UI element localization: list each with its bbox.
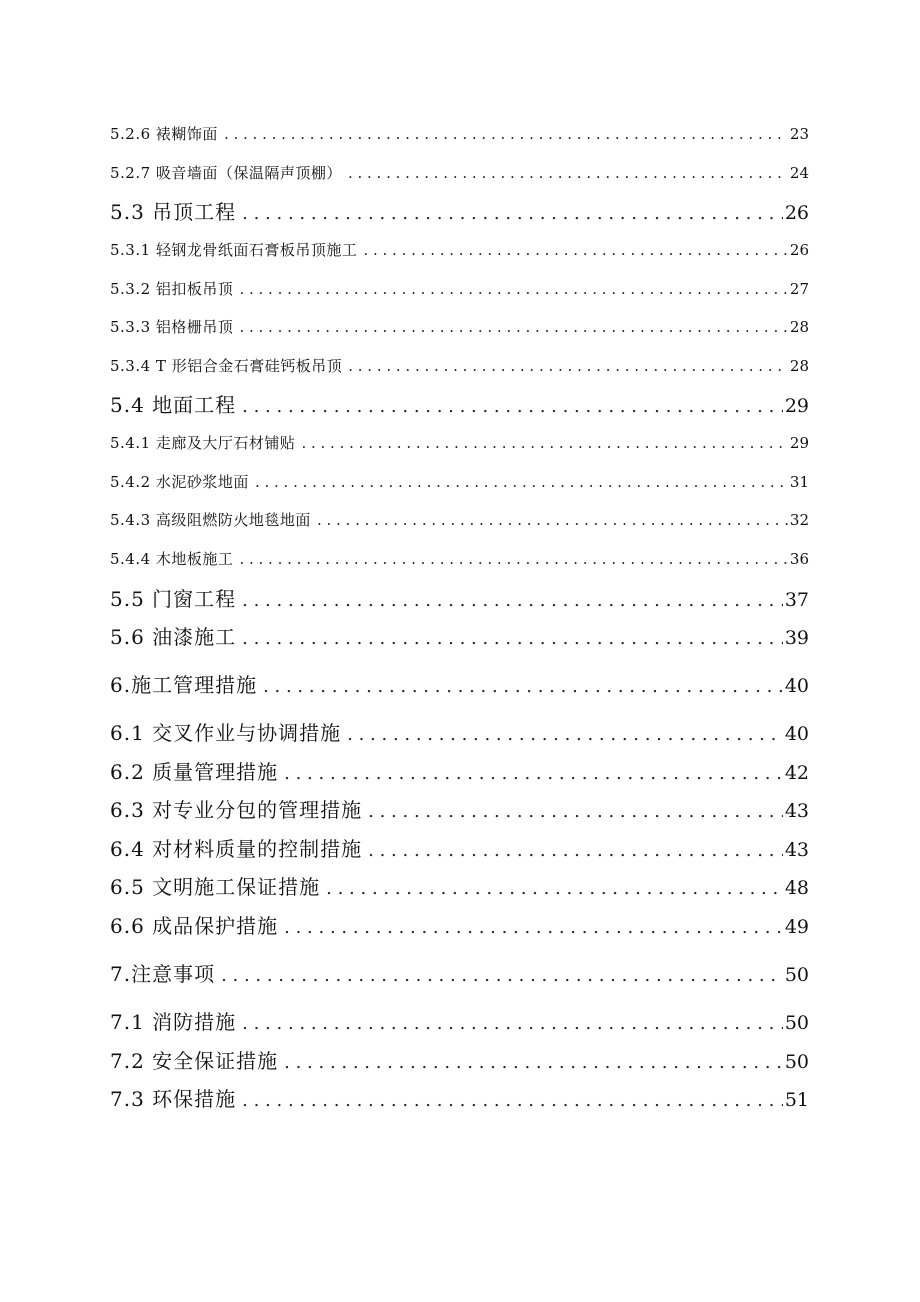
dot-leader — [239, 320, 787, 335]
toc-entry-title: 5.4.4 木地板施工 — [110, 550, 234, 568]
toc-entry-6[interactable] — [110, 675, 809, 696]
toc-entry-5-3-2[interactable] — [110, 282, 809, 297]
dot-leader — [363, 243, 787, 258]
dot-leader — [263, 675, 783, 696]
dot-leader — [239, 282, 787, 297]
toc-entry-5-4-4[interactable] — [110, 552, 809, 567]
toc-entry-title: 5.3.1 轻钢龙骨纸面石膏板吊顶施工 — [110, 241, 358, 259]
dot-leader — [242, 1089, 783, 1110]
toc-entry-title: 5.3.2 铝扣板吊顶 — [110, 280, 234, 298]
toc-page-number: 26 — [789, 241, 809, 259]
toc-entry-title: 5.6 油漆施工 — [110, 625, 237, 649]
toc-entry-6-6[interactable] — [110, 916, 809, 937]
dot-leader — [284, 916, 783, 937]
toc-entry-title: 5.4.3 高级阻燃防火地毯地面 — [110, 511, 311, 529]
toc-entry-title: 6.施工管理措施 — [110, 673, 258, 697]
dot-leader — [221, 964, 783, 985]
toc-entry-title: 5.4 地面工程 — [110, 393, 237, 417]
toc-page-number: 37 — [784, 589, 809, 611]
dot-leader — [239, 552, 787, 567]
toc-entry-5-4-3[interactable] — [110, 513, 809, 528]
toc-page-number: 36 — [789, 550, 809, 568]
toc-entry-5-3-4[interactable] — [110, 359, 809, 374]
toc-entry-5-3-3[interactable] — [110, 320, 809, 335]
toc-entry-5-2-7[interactable] — [110, 166, 809, 181]
toc-page-number: 42 — [784, 762, 809, 784]
toc-entry-6-4[interactable] — [110, 839, 809, 860]
dot-leader — [242, 202, 783, 223]
toc-page-number: 43 — [784, 800, 809, 822]
toc-page-number: 27 — [789, 280, 809, 298]
dot-leader — [368, 800, 783, 821]
toc-entry-5-3[interactable] — [110, 202, 809, 223]
toc-entry-title: 6.5 文明施工保证措施 — [110, 875, 321, 899]
dot-leader — [284, 762, 783, 783]
toc-page-number: 50 — [784, 964, 809, 986]
dot-leader — [242, 395, 783, 416]
toc-entry-7[interactable] — [110, 964, 809, 985]
dot-leader — [284, 1051, 783, 1072]
toc-entry-6-1[interactable] — [110, 723, 809, 744]
toc-entry-title: 5.3.4 T 形铝合金石膏硅钙板吊顶 — [110, 357, 343, 375]
toc-entry-title: 6.2 质量管理措施 — [110, 760, 279, 784]
toc-page-number: 24 — [789, 164, 809, 182]
dot-leader — [368, 839, 783, 860]
toc-page-number: 31 — [789, 473, 809, 491]
toc-entry-5-6[interactable] — [110, 627, 809, 648]
toc-page-number: 40 — [784, 675, 809, 697]
toc-entry-5-3-1[interactable] — [110, 243, 809, 258]
toc-entry-title: 6.1 交叉作业与协调措施 — [110, 721, 342, 745]
toc-page-number: 39 — [784, 627, 809, 649]
toc-entry-title: 7.注意事项 — [110, 962, 216, 986]
toc-entry-title: 6.6 成品保护措施 — [110, 914, 279, 938]
dot-leader — [224, 127, 788, 142]
toc-page-number: 28 — [789, 357, 809, 375]
toc-entry-title: 5.3.3 铝格栅吊顶 — [110, 318, 234, 336]
toc-page-number: 50 — [784, 1012, 809, 1034]
dot-leader — [242, 589, 783, 610]
dot-leader — [317, 513, 788, 528]
dot-leader — [242, 1012, 783, 1033]
toc-entry-7-3[interactable] — [110, 1089, 809, 1110]
toc-page-number: 32 — [789, 511, 809, 529]
dot-leader — [301, 436, 787, 451]
toc-entry-title: 5.4.2 水泥砂浆地面 — [110, 473, 249, 491]
toc-entry-title: 5.2.7 吸音墙面（保温隔声顶棚） — [110, 164, 342, 182]
toc-page-number: 26 — [784, 202, 809, 224]
dot-leader — [242, 627, 783, 648]
toc-entry-5-4-1[interactable] — [110, 436, 809, 451]
toc-entry-title: 5.3 吊顶工程 — [110, 200, 237, 224]
toc-entry-title: 6.3 对专业分包的管理措施 — [110, 798, 363, 822]
dot-leader — [347, 723, 783, 744]
toc-entry-title: 5.2.6 裱糊饰面 — [110, 125, 218, 143]
toc-page-number: 51 — [784, 1089, 809, 1111]
toc-entry-5-5[interactable] — [110, 589, 809, 610]
toc-entry-5-2-6[interactable] — [110, 127, 809, 142]
toc-entry-title: 5.5 门窗工程 — [110, 587, 237, 611]
toc-page-number: 43 — [784, 839, 809, 861]
toc-page-number: 50 — [784, 1051, 809, 1073]
toc-page-number: 29 — [789, 434, 809, 452]
toc-entry-title: 7.1 消防措施 — [110, 1010, 237, 1034]
toc-entry-title: 6.4 对材料质量的控制措施 — [110, 837, 363, 861]
dot-leader — [348, 166, 788, 181]
toc-entry-7-2[interactable] — [110, 1051, 809, 1072]
toc-page-number: 49 — [784, 916, 809, 938]
toc-entry-5-4-2[interactable] — [110, 475, 809, 490]
toc-entry-5-4[interactable] — [110, 395, 809, 416]
dot-leader — [326, 877, 783, 898]
toc-page-number: 40 — [784, 723, 809, 745]
toc-entry-title: 7.3 环保措施 — [110, 1087, 237, 1111]
dot-leader — [255, 475, 788, 490]
toc-page-number: 23 — [789, 125, 809, 143]
toc-entry-title: 7.2 安全保证措施 — [110, 1049, 279, 1073]
toc-page-number: 29 — [784, 395, 809, 417]
toc-page-number: 28 — [789, 318, 809, 336]
toc-entry-6-5[interactable] — [110, 877, 809, 898]
toc-entry-title: 5.4.1 走廊及大厅石材铺贴 — [110, 434, 296, 452]
toc-entry-6-3[interactable] — [110, 800, 809, 821]
toc-entry-6-2[interactable] — [110, 762, 809, 783]
toc-entry-7-1[interactable] — [110, 1012, 809, 1033]
dot-leader — [348, 359, 788, 374]
toc-page-number: 48 — [784, 877, 809, 899]
